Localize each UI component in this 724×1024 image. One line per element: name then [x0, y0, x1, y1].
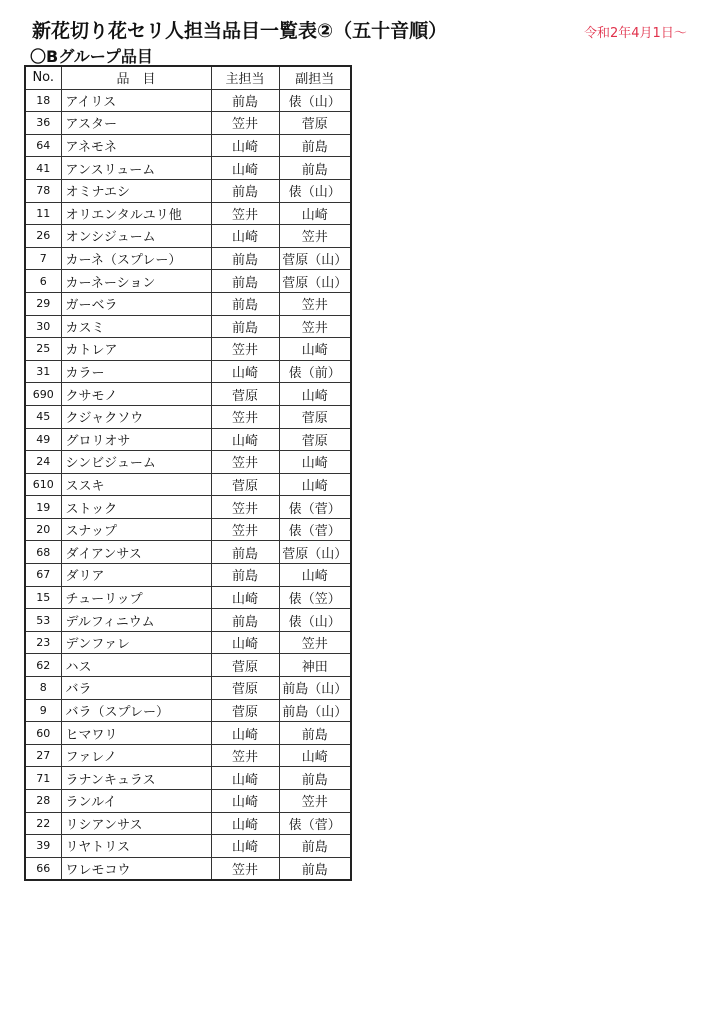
row-sub: 俵（山） — [279, 89, 351, 112]
table-row — [25, 654, 351, 677]
table-row — [25, 383, 351, 406]
row-item: クサモノ — [61, 383, 211, 406]
table-row — [25, 428, 351, 451]
row-sub: 俵（山） — [279, 609, 351, 632]
table-row — [25, 835, 351, 858]
row-sub: 笠井 — [279, 225, 351, 248]
row-no: 45 — [25, 405, 61, 428]
row-no: 68 — [25, 541, 61, 564]
row-sub: 俵（笠） — [279, 586, 351, 609]
row-item: ワレモコウ — [61, 857, 211, 880]
row-item: ファレノ — [61, 744, 211, 767]
row-main: 笠井 — [211, 202, 279, 225]
row-sub: 山崎 — [279, 338, 351, 361]
row-main: 笠井 — [211, 338, 279, 361]
row-item: カスミ — [61, 315, 211, 338]
row-no: 53 — [25, 609, 61, 632]
assignment-table — [24, 65, 352, 881]
table-row — [25, 360, 351, 383]
table-row — [25, 857, 351, 880]
row-sub: 俵（菅） — [279, 812, 351, 835]
row-no: 71 — [25, 767, 61, 790]
header-sub: 副担当 — [279, 66, 351, 89]
row-main: 前島 — [211, 89, 279, 112]
table-row — [25, 202, 351, 225]
row-item: アイリス — [61, 89, 211, 112]
row-main: 前島 — [211, 315, 279, 338]
table-row — [25, 315, 351, 338]
row-item: オミナエシ — [61, 179, 211, 202]
row-item: アスター — [61, 112, 211, 135]
row-main: 前島 — [211, 564, 279, 587]
group-subtitle: 〇Bグループ品目 — [30, 47, 153, 66]
row-main: 菅原 — [211, 654, 279, 677]
document-title: 新花切り花セリ人担当品目一覧表②（五十音順） — [32, 20, 448, 42]
row-item: ダイアンサス — [61, 541, 211, 564]
row-main: 前島 — [211, 247, 279, 270]
table-row — [25, 790, 351, 813]
row-no: 64 — [25, 134, 61, 157]
header-no: No. — [25, 66, 61, 89]
row-no: 15 — [25, 586, 61, 609]
row-item: スナップ — [61, 518, 211, 541]
row-main: 笠井 — [211, 518, 279, 541]
table-row — [25, 451, 351, 474]
row-sub: 俵（前） — [279, 360, 351, 383]
row-no: 9 — [25, 699, 61, 722]
row-no: 30 — [25, 315, 61, 338]
row-item: オリエンタルユリ他 — [61, 202, 211, 225]
row-main: 笠井 — [211, 857, 279, 880]
table-row — [25, 225, 351, 248]
row-sub: 菅原 — [279, 112, 351, 135]
row-item: アンスリューム — [61, 157, 211, 180]
row-no: 28 — [25, 790, 61, 813]
row-item: カーネーション — [61, 270, 211, 293]
row-main: 山崎 — [211, 631, 279, 654]
row-main: 山崎 — [211, 134, 279, 157]
row-main: 前島 — [211, 270, 279, 293]
row-sub: 菅原 — [279, 405, 351, 428]
row-no: 19 — [25, 496, 61, 519]
row-no: 24 — [25, 451, 61, 474]
row-no: 18 — [25, 89, 61, 112]
row-sub: 俵（菅） — [279, 518, 351, 541]
row-item: カーネ（スプレー） — [61, 247, 211, 270]
row-no: 31 — [25, 360, 61, 383]
table-row — [25, 157, 351, 180]
table-row — [25, 338, 351, 361]
row-main: 前島 — [211, 292, 279, 315]
table-row — [25, 270, 351, 293]
row-main: 山崎 — [211, 586, 279, 609]
row-sub: 前島 — [279, 835, 351, 858]
row-sub: 菅原（山） — [279, 541, 351, 564]
row-item: リヤトリス — [61, 835, 211, 858]
row-no: 690 — [25, 383, 61, 406]
row-sub: 笠井 — [279, 631, 351, 654]
row-item: ラナンキュラス — [61, 767, 211, 790]
row-main: 笠井 — [211, 451, 279, 474]
row-no: 11 — [25, 202, 61, 225]
row-no: 67 — [25, 564, 61, 587]
row-sub: 前島 — [279, 134, 351, 157]
row-item: バラ — [61, 677, 211, 700]
row-item: アネモネ — [61, 134, 211, 157]
header-main: 主担当 — [211, 66, 279, 89]
row-no: 41 — [25, 157, 61, 180]
row-no: 8 — [25, 677, 61, 700]
row-item: デンファレ — [61, 631, 211, 654]
row-item: チューリップ — [61, 586, 211, 609]
row-no: 39 — [25, 835, 61, 858]
effective-date: 令和2年4月1日～ — [584, 26, 687, 41]
table-row — [25, 722, 351, 745]
row-sub: 笠井 — [279, 315, 351, 338]
row-main: 山崎 — [211, 157, 279, 180]
row-item: ハス — [61, 654, 211, 677]
row-no: 22 — [25, 812, 61, 835]
row-item: ランルイ — [61, 790, 211, 813]
table-row — [25, 292, 351, 315]
table-row — [25, 564, 351, 587]
header-item: 品 目 — [61, 66, 211, 89]
row-main: 山崎 — [211, 812, 279, 835]
row-item: グロリオサ — [61, 428, 211, 451]
row-main: 菅原 — [211, 383, 279, 406]
row-no: 29 — [25, 292, 61, 315]
row-main: 菅原 — [211, 473, 279, 496]
row-no: 62 — [25, 654, 61, 677]
row-main: 笠井 — [211, 744, 279, 767]
row-item: デルフィニウム — [61, 609, 211, 632]
row-main: 菅原 — [211, 677, 279, 700]
table-row — [25, 609, 351, 632]
row-main: 山崎 — [211, 225, 279, 248]
row-sub: 山崎 — [279, 383, 351, 406]
row-no: 78 — [25, 179, 61, 202]
row-sub: 菅原 — [279, 428, 351, 451]
row-no: 49 — [25, 428, 61, 451]
row-item: カトレア — [61, 338, 211, 361]
row-item: ガーベラ — [61, 292, 211, 315]
row-no: 36 — [25, 112, 61, 135]
row-sub: 山崎 — [279, 473, 351, 496]
row-main: 山崎 — [211, 360, 279, 383]
row-no: 60 — [25, 722, 61, 745]
row-main: 笠井 — [211, 496, 279, 519]
table-row — [25, 179, 351, 202]
row-sub: 山崎 — [279, 564, 351, 587]
row-no: 23 — [25, 631, 61, 654]
row-sub: 山崎 — [279, 451, 351, 474]
row-item: シンビジューム — [61, 451, 211, 474]
table-row — [25, 677, 351, 700]
table-row — [25, 586, 351, 609]
row-item: ストック — [61, 496, 211, 519]
row-sub: 前島 — [279, 157, 351, 180]
row-sub: 神田 — [279, 654, 351, 677]
row-main: 山崎 — [211, 428, 279, 451]
row-item: ススキ — [61, 473, 211, 496]
row-sub: 前島 — [279, 722, 351, 745]
row-no: 610 — [25, 473, 61, 496]
table-row — [25, 473, 351, 496]
row-main: 前島 — [211, 541, 279, 564]
table-row — [25, 112, 351, 135]
row-sub: 菅原（山） — [279, 270, 351, 293]
row-item: ダリア — [61, 564, 211, 587]
table-row — [25, 541, 351, 564]
row-no: 20 — [25, 518, 61, 541]
row-item: リシアンサス — [61, 812, 211, 835]
row-sub: 山崎 — [279, 744, 351, 767]
row-main: 菅原 — [211, 699, 279, 722]
row-sub: 俵（山） — [279, 179, 351, 202]
row-main: 前島 — [211, 179, 279, 202]
row-sub: 前島（山） — [279, 699, 351, 722]
table-body — [25, 89, 351, 880]
table-row — [25, 699, 351, 722]
row-no: 27 — [25, 744, 61, 767]
row-no: 7 — [25, 247, 61, 270]
row-sub: 前島 — [279, 767, 351, 790]
row-sub: 山崎 — [279, 202, 351, 225]
row-main: 山崎 — [211, 767, 279, 790]
row-main: 山崎 — [211, 835, 279, 858]
row-no: 25 — [25, 338, 61, 361]
table-row — [25, 518, 351, 541]
table-row — [25, 496, 351, 519]
table-header-row — [25, 66, 351, 89]
row-item: オンシジューム — [61, 225, 211, 248]
row-main: 笠井 — [211, 405, 279, 428]
row-sub: 笠井 — [279, 790, 351, 813]
table-row — [25, 767, 351, 790]
table-row — [25, 89, 351, 112]
row-no: 26 — [25, 225, 61, 248]
table-row — [25, 134, 351, 157]
row-sub: 前島 — [279, 857, 351, 880]
row-main: 前島 — [211, 609, 279, 632]
row-main: 笠井 — [211, 112, 279, 135]
table-row — [25, 631, 351, 654]
row-item: バラ（スプレー） — [61, 699, 211, 722]
table-row — [25, 812, 351, 835]
row-sub: 菅原（山） — [279, 247, 351, 270]
table-row — [25, 405, 351, 428]
row-no: 66 — [25, 857, 61, 880]
row-main: 山崎 — [211, 722, 279, 745]
row-main: 山崎 — [211, 790, 279, 813]
row-item: クジャクソウ — [61, 405, 211, 428]
row-sub: 俵（菅） — [279, 496, 351, 519]
row-no: 6 — [25, 270, 61, 293]
table-row — [25, 744, 351, 767]
row-item: カラー — [61, 360, 211, 383]
row-sub: 笠井 — [279, 292, 351, 315]
row-sub: 前島（山） — [279, 677, 351, 700]
table-row — [25, 247, 351, 270]
row-item: ヒマワリ — [61, 722, 211, 745]
